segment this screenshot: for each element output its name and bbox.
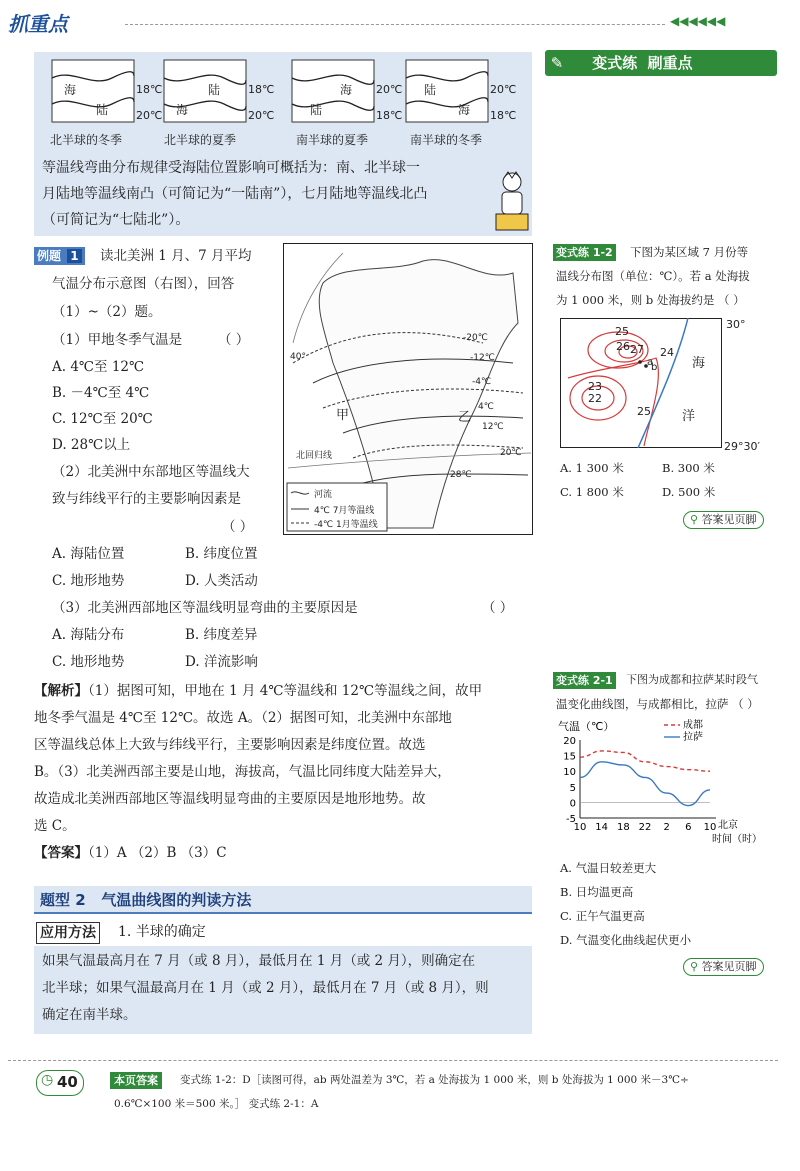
analysis-line-4: B。（3）北美洲西部主要是山地，海拔高，气温比同纬度大陆差异大， bbox=[34, 764, 451, 780]
method-line-2: 北半球；如果气温最高月在 1 月（或 2 月），最低月在 7 月（或 8 月），则 bbox=[42, 980, 489, 996]
p3-caption: 南半球的夏季 bbox=[296, 133, 369, 147]
q2-stem-1: （2）北美洲中东部地区等温线大 bbox=[52, 464, 250, 480]
ex12-line-2: 温线分布图（单位：℃）。若 a 处海拔 bbox=[556, 269, 750, 283]
iso-25a: 25 bbox=[615, 325, 629, 338]
rule-line-2: 月陆地等温线南凸（可简记为“一陆南”），七月陆地等温线北凸 bbox=[42, 186, 428, 202]
example-tag bbox=[34, 247, 85, 265]
map-label-40: 40° bbox=[290, 352, 306, 362]
map-label-yi: 乙 bbox=[458, 410, 472, 425]
p4-bottom: 18℃ bbox=[490, 109, 517, 122]
header-arrows: ◀◀◀◀◀◀ bbox=[670, 14, 726, 28]
analysis-line-3: 区等温线总体上大致与纬线平行，主要影响因素是纬度位置。故选 bbox=[34, 737, 426, 753]
y-tick-label: -5 bbox=[566, 814, 576, 825]
map-legend-jan: -4℃ 1月等温线 bbox=[314, 520, 378, 530]
y-tick-label: 0 bbox=[569, 798, 576, 810]
q1-opt-d[interactable]: D. 28℃以上 bbox=[52, 437, 131, 453]
iso-24: 24 bbox=[660, 346, 674, 359]
ex12-opt-c[interactable]: C. 1 800 米 bbox=[560, 485, 624, 499]
q1-opt-b[interactable]: B. －4℃至 4℃ bbox=[52, 385, 150, 401]
iso-25b: 25 bbox=[637, 405, 651, 418]
page-number-badge bbox=[36, 1070, 84, 1096]
q3-stem: （3）北美洲西部地区等温线明显弯曲的主要原因是 bbox=[52, 600, 358, 616]
ex12-line-3: 为 1 000 米，则 b 处海拔约是 （ ） bbox=[556, 293, 745, 307]
isotherm-svg bbox=[560, 318, 722, 448]
q1-paren: （ ） bbox=[218, 332, 250, 348]
key-icon: ⚲ bbox=[690, 960, 699, 973]
analysis-line-2: 地冬季气温是 4℃至 12℃。故选 A。（2）据图可知，北美洲中东部地 bbox=[34, 710, 452, 726]
type2-header bbox=[34, 886, 532, 914]
footer-line-1: 变式练 1-2：D［读图可得，ab 两处温差为 3℃，若 a 处海拔为 1 000 米，则 b 处海拔为 1 000 米－3℃÷ bbox=[180, 1074, 689, 1086]
ex21-line-1: 下图为成都和拉萨某时段气 bbox=[626, 673, 758, 686]
ex21-line-2: 温变化曲线图，与成都相比，拉萨 （ ） bbox=[556, 697, 759, 711]
map-legend-july: 4℃ 7月等温线 bbox=[314, 506, 375, 516]
p4-sea: 海 bbox=[458, 103, 471, 117]
analysis-line-6: 选 C。 bbox=[34, 818, 76, 834]
q3-opt-d[interactable]: D. 洋流影响 bbox=[185, 654, 258, 670]
x-axis-label-top: 北京 bbox=[718, 820, 738, 831]
q3-opt-a[interactable]: A. 海陆分布 bbox=[52, 627, 125, 643]
q3-paren: （ ） bbox=[482, 600, 514, 616]
method-line-1: 如果气温最高月在 7 月（或 8 月），最低月在 1 月（或 2 月），则确定在 bbox=[42, 953, 476, 969]
q2-paren: （ ） bbox=[222, 519, 254, 535]
p4-land: 陆 bbox=[424, 83, 437, 97]
logo-text: 抓重点 bbox=[8, 12, 68, 36]
type2-title: 题型 2 气温曲线图的判读方法 bbox=[40, 891, 252, 909]
p4-top: 20℃ bbox=[490, 83, 517, 96]
iso-23: 23 bbox=[588, 380, 602, 393]
header-logo bbox=[8, 8, 128, 38]
lat-top: 30° bbox=[726, 318, 746, 331]
panel-4 bbox=[406, 60, 488, 122]
ex12-opt-d[interactable]: D. 500 米 bbox=[662, 485, 716, 499]
q1-opt-a[interactable]: A. 4℃至 12℃ bbox=[52, 359, 145, 375]
analysis-text-1: （1）据图可知，甲地在 1 月 4℃等温线和 12℃等温线之间，故甲 bbox=[88, 683, 483, 699]
q3-opt-b[interactable]: B. 纬度差异 bbox=[185, 627, 258, 643]
q2-stem-2: 致与纬线平行的主要影响因素是 bbox=[52, 491, 241, 507]
ex21-answer-text: 答案见页脚 bbox=[701, 960, 757, 973]
map-label-m20: -20℃ bbox=[463, 333, 488, 343]
p3-sea: 海 bbox=[340, 83, 353, 97]
ex12-tag: 变式练 1-2 bbox=[553, 244, 616, 261]
q1-stem: （1）甲地冬季气温是 bbox=[52, 332, 183, 348]
ex12-opt-a[interactable]: A. 1 300 米 bbox=[560, 461, 624, 475]
ex21-answer-button[interactable] bbox=[683, 958, 764, 976]
method-head: 1. 半球的确定 bbox=[118, 924, 206, 940]
q2-opt-c[interactable]: C. 地形地势 bbox=[52, 573, 125, 589]
example-tag-text: 例题 bbox=[37, 249, 62, 263]
q3-opt-c[interactable]: C. 地形地势 bbox=[52, 654, 125, 670]
footer-rule bbox=[8, 1060, 778, 1061]
x-tick-label: 22 bbox=[638, 822, 652, 833]
ex21-opt-a[interactable]: A. 气温日较差更大 bbox=[560, 861, 657, 875]
p2-bottom: 20℃ bbox=[248, 109, 275, 122]
ex12-opt-b[interactable]: B. 300 米 bbox=[662, 461, 715, 475]
y-axis-label: 气温（℃） bbox=[558, 720, 615, 733]
rule-line-1: 等温线弯曲分布规律受海陆位置影响可概括为：南、北半球一 bbox=[42, 160, 420, 176]
ex21-opt-b[interactable]: B. 日均温更高 bbox=[560, 885, 634, 899]
p1-top: 18℃ bbox=[136, 83, 163, 96]
x-tick-label: 18 bbox=[616, 822, 630, 833]
p1-caption: 北半球的冬季 bbox=[50, 133, 123, 147]
x-tick-label: 14 bbox=[595, 822, 609, 833]
iso-22: 22 bbox=[588, 392, 602, 405]
ex21-tag: 变式练 2-1 bbox=[553, 672, 616, 689]
ex21-opt-c[interactable]: C. 正午气温更高 bbox=[560, 909, 645, 923]
q2-opt-b[interactable]: B. 纬度位置 bbox=[185, 546, 258, 562]
analysis-label: 【解析】 bbox=[34, 683, 88, 699]
banner-icon: ✎ bbox=[550, 54, 564, 72]
p2-top: 18℃ bbox=[248, 83, 275, 96]
answer-line bbox=[34, 840, 534, 867]
analysis-line-5: 故造成北美洲西部地区等温线明显弯曲的主要原因是地形地势。故 bbox=[34, 791, 426, 807]
iso-27: 27 bbox=[630, 343, 644, 356]
map-label-28: 28℃ bbox=[450, 470, 472, 480]
x-tick-label: 2 bbox=[663, 822, 670, 833]
analysis-line-1 bbox=[34, 678, 534, 705]
analysis bbox=[34, 678, 534, 867]
ex12-answer-text: 答案见页脚 bbox=[701, 513, 757, 526]
p2-caption: 北半球的夏季 bbox=[164, 133, 237, 147]
p3-top: 20℃ bbox=[376, 83, 403, 96]
x-tick-label: 10 bbox=[703, 822, 717, 833]
p2-sea: 海 bbox=[176, 103, 189, 117]
legend-label-0: 成都 bbox=[683, 720, 703, 731]
panel-3 bbox=[292, 60, 374, 122]
q2-opt-d[interactable]: D. 人类活动 bbox=[185, 573, 258, 589]
p1-sea: 海 bbox=[64, 83, 77, 97]
example-intro-2: 气温分布示意图（右图），回答 bbox=[52, 276, 235, 292]
banner-text: 变式练 刷重点 bbox=[592, 54, 693, 72]
banner bbox=[545, 50, 777, 76]
map-label-4: 4℃ bbox=[478, 402, 494, 412]
p2-land: 陆 bbox=[208, 83, 221, 97]
iso-a: a bbox=[647, 357, 654, 368]
cartoon-figure bbox=[492, 168, 532, 232]
ex21-opt-d[interactable]: D. 气温变化曲线起伏更小 bbox=[560, 933, 692, 947]
map-legend-river: 河流 bbox=[314, 490, 333, 500]
y-tick-label: 20 bbox=[563, 736, 576, 747]
clock-icon: ◷ bbox=[41, 1072, 54, 1088]
p4-caption: 南半球的冬季 bbox=[410, 133, 483, 147]
footer-answer-tag: 本页答案 bbox=[110, 1072, 162, 1089]
y-tick-label: 5 bbox=[569, 782, 576, 794]
iso-sea: 海 bbox=[692, 356, 706, 371]
x-tick-label: 10 bbox=[573, 822, 587, 833]
chart-svg bbox=[556, 718, 778, 850]
y-tick-label: 10 bbox=[563, 767, 576, 779]
map-label-m4: -4℃ bbox=[472, 377, 492, 387]
ex12-answer-button[interactable] bbox=[683, 511, 764, 529]
series-line-0 bbox=[580, 751, 710, 771]
map-label-jia: 甲 bbox=[336, 408, 350, 423]
map-label-12: 12℃ bbox=[482, 422, 504, 432]
q2-opt-a[interactable]: A. 海陆位置 bbox=[52, 546, 125, 562]
p3-bottom: 18℃ bbox=[376, 109, 403, 122]
header-rule bbox=[125, 24, 665, 25]
lat-bottom: 29°30′ bbox=[724, 440, 760, 453]
rule-line-3: （可简记为“七陆北”）。 bbox=[42, 212, 190, 228]
iso-b: b bbox=[651, 362, 658, 373]
iso-26: 26 bbox=[616, 340, 630, 353]
map-label-20: 20℃ bbox=[500, 448, 522, 458]
isotherm-map bbox=[560, 318, 722, 448]
ex12-line-1: 下图为某区域 7 月份等 bbox=[630, 245, 749, 259]
q1-opt-c[interactable]: C. 12℃至 20℃ bbox=[52, 411, 153, 427]
p1-bottom: 20℃ bbox=[136, 109, 163, 122]
example-intro-3: （1）~（2）题。 bbox=[52, 304, 162, 320]
p1-land: 陆 bbox=[96, 103, 109, 117]
example-intro-1: 读北美洲 1 月、7 月平均 bbox=[100, 248, 252, 264]
method-text bbox=[42, 948, 489, 1029]
series-line-1 bbox=[580, 762, 710, 806]
footer-line-2: 0.6℃×100 米＝500 米。］ 变式练 2-1：A bbox=[114, 1098, 319, 1110]
answer-label: 【答案】 bbox=[34, 845, 88, 861]
iso-ocean: 洋 bbox=[682, 409, 696, 424]
y-tick-label: 15 bbox=[563, 751, 576, 763]
method-line-3: 确定在南半球。 bbox=[42, 1007, 137, 1023]
key-icon: ⚲ bbox=[690, 513, 699, 526]
method-tag: 应用方法 bbox=[36, 922, 100, 944]
page-number: 40 bbox=[57, 1073, 78, 1091]
p3-land: 陆 bbox=[310, 103, 323, 117]
x-axis-label-bottom: 时间（时） bbox=[712, 834, 762, 845]
legend-label-1: 拉萨 bbox=[683, 732, 703, 743]
map-label-m12: -12℃ bbox=[470, 353, 495, 363]
map-label-tropic: 北回归线 bbox=[296, 451, 333, 461]
temperature-chart bbox=[556, 718, 778, 850]
example-tag-num: 1 bbox=[67, 249, 81, 263]
answer-text: （1）A （2）B （3）C bbox=[88, 845, 227, 861]
x-tick-label: 6 bbox=[685, 822, 692, 833]
